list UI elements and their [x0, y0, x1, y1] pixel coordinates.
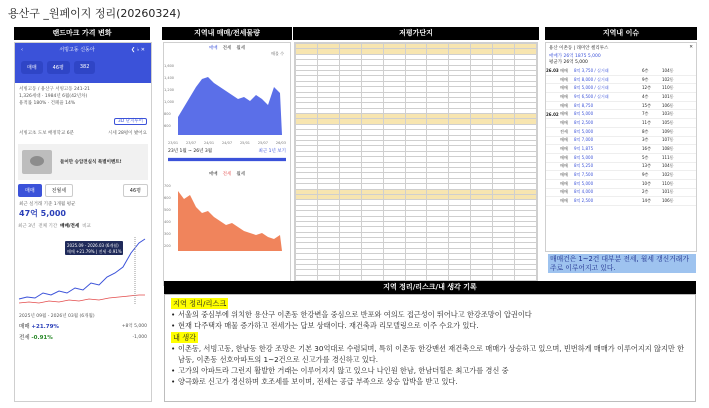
svg-text:1,600: 1,600: [164, 64, 175, 68]
period-tab-3[interactable]: 매매/전세: [60, 224, 80, 229]
tab-rent[interactable]: 전월세: [45, 184, 74, 197]
trade-panel: 매매 전세 월세 매물 수 1,600 1,400 1,200 1,000 800 600 23/01 23/07 24/01 24/07 25/01 25/07 26/03 23년 1월 ~ 26년 3월 최근 1년 보기 매매 전세 월세 700 600 500 400 300 200: [163, 42, 291, 286]
period-tab-2[interactable]: 전체 기간: [38, 224, 58, 229]
list-kind: 매매: [560, 146, 568, 152]
section-thought: 내 생각: [173, 332, 197, 342]
list-price: 9억 1,875: [574, 146, 594, 152]
list-kind: 매매: [560, 67, 568, 73]
landmark-panel: [14, 42, 152, 402]
list-dong: 111동: [662, 154, 674, 160]
list-dong: 102동: [662, 172, 674, 178]
note-item-5: • 양극화로 신고가 경신하며 호조세를 보이며, 전세는 공급 부족으로 상승 압박을 받고 있다.: [171, 376, 689, 387]
list-item[interactable]: [546, 171, 696, 180]
svg-text:600: 600: [164, 196, 171, 200]
svg-text:800: 800: [164, 112, 171, 116]
list-dong: 104동: [662, 67, 674, 73]
avg-price: 47억 5,000: [19, 209, 66, 218]
note-item-1: • 서울의 중심부에 위치한 용산구 이촌동 한강변을 중심으로 반포와 여의도 접근성이 뛰어나고 한강조망이 압권이다: [171, 309, 689, 320]
list-date: 26.03: [546, 68, 559, 74]
list-item[interactable]: [546, 189, 696, 198]
list-dong: 101동: [662, 189, 674, 195]
list-dong: 107동: [662, 137, 674, 143]
list-item[interactable]: [546, 154, 696, 163]
jeonse-volume-chart: [164, 177, 290, 253]
list-dong: 102동: [662, 76, 674, 82]
bell-icon[interactable]: ♭: [136, 46, 140, 53]
table-cell: [383, 275, 405, 280]
table-cell: [317, 275, 339, 280]
note-item-2: • 현재 다주택자 매물 증가하고 전세가는 답보 상태이다. 재건축과 리모델링으로 이주 수요가 있다.: [171, 320, 689, 331]
ad-text: 들어만 승압전실식 특별이벤트!: [60, 159, 122, 165]
listing-text[interactable]: 시세 28평이 봤어요: [107, 131, 147, 136]
cheap-panel: [294, 42, 538, 286]
table-cell: [471, 275, 493, 280]
list-kind: 매매: [560, 137, 568, 143]
list-floor: 12층: [642, 85, 651, 91]
meta2: 용적률 180% · 건폐율 14%: [19, 101, 76, 106]
legend-deal[interactable]: 매매: [208, 46, 218, 51]
note-item-3: • 이촌동, 서빙고동, 한남동 한강 조망은 기본 30억대로 수렴되며, 특히 이촌동 한강맨션 재건축으로 매매가 상승하고 있으며, 빈번하게 매매가 이루어지지 않지만 한남동, 이촌동 선호아파트의 1~2건으로 신고가를 경신하고 있다.: [171, 343, 689, 365]
list-item[interactable]: [546, 84, 696, 93]
deal-volume-chart: [164, 57, 290, 137]
list-floor: 7층: [642, 111, 649, 117]
legend2-monthly[interactable]: 월세: [236, 172, 246, 177]
close-icon[interactable]: ✕: [140, 46, 145, 53]
legend-monthly[interactable]: 월세: [236, 46, 246, 51]
period-tab-1[interactable]: 최근 3년: [18, 224, 36, 229]
table-row: [296, 275, 537, 280]
list-floor: 5층: [642, 154, 649, 160]
list-dong: 106동: [662, 102, 674, 108]
issue-avg: 평균가 26억 5,000: [549, 60, 588, 65]
issue-note: 매매건은 1~2건 대부분 전세, 월세 갱신거래가 주로 이루어지고 있다.: [548, 254, 696, 273]
list-price: 8억 8,750: [574, 102, 594, 108]
list-dong: 109동: [662, 128, 674, 134]
size-select[interactable]: 46평: [47, 61, 70, 74]
list-price: 8억 5,000: [574, 128, 594, 134]
list-floor: 16층: [642, 146, 651, 152]
issue-price: 매매가 26억 1875 5,000: [549, 54, 601, 59]
list-item[interactable]: [546, 119, 696, 128]
size-select-2[interactable]: 46평: [123, 184, 148, 197]
list-price: 8억 7,500: [574, 172, 594, 178]
list-price: 8억 4,000: [574, 189, 594, 195]
list-kind: 매매: [560, 154, 568, 160]
issue-panel: [545, 42, 697, 252]
issue-complex: 용산 이촌동 | 래미안 첼리투스: [549, 46, 609, 51]
header-cheap: 저평가단지: [293, 27, 539, 40]
notes-box: [164, 294, 696, 402]
list-dong: 104동: [662, 163, 674, 169]
legend2-jeonse[interactable]: 전세: [222, 172, 232, 177]
table-cell: [427, 275, 449, 280]
share-icon[interactable]: ❮: [131, 46, 136, 53]
table-cell: [449, 275, 471, 280]
list-item[interactable]: [546, 93, 696, 102]
list-price: 8억 5,000 / 실거래: [574, 85, 609, 91]
range-slider[interactable]: [168, 157, 286, 162]
svg-text:1,400: 1,400: [164, 76, 175, 80]
list-dong: 103동: [662, 111, 674, 117]
list-dong: 105동: [662, 119, 674, 125]
list-dong: 110동: [662, 180, 674, 186]
header-issue: 지역내 이슈: [545, 27, 697, 40]
period-note: 2025년 09월 - 2026년 03월 (6개월): [19, 314, 95, 319]
issue-close-icon[interactable]: ✕: [689, 45, 693, 50]
list-floor: 11층: [642, 119, 651, 125]
list-floor: 3층: [642, 137, 649, 143]
listing-count[interactable]: 382: [74, 61, 96, 74]
list-item[interactable]: [546, 180, 696, 189]
table-cell: [405, 275, 427, 280]
ad-banner[interactable]: [18, 144, 148, 180]
range-link[interactable]: 최근 1년 보기: [258, 149, 286, 154]
note-item-4: • 고가의 아파트라 그런지 활발한 거래는 이루어지지 않고 있으나 나인원 한남, 한남더힐은 최고가를 경신 중: [171, 365, 689, 376]
legend-jeonse[interactable]: 전세: [222, 46, 232, 51]
page-title: 용산구 _원페이지 정리(20260324): [8, 7, 181, 20]
list-floor: 14층: [642, 198, 651, 204]
list-item[interactable]: [546, 163, 696, 172]
list-kind: 매매: [560, 163, 568, 169]
list-kind: 매매: [560, 76, 568, 82]
chart-legend-2: 매매 +21.79% | 전세 -0.91%: [67, 249, 122, 254]
list-item[interactable]: [546, 76, 696, 85]
legend2-deal[interactable]: 매매: [208, 172, 218, 177]
svg-text:1,000: 1,000: [164, 100, 175, 104]
svg-text:500: 500: [164, 208, 171, 212]
list-floor: 2층: [642, 189, 649, 195]
chart-legend-1: 2025.09 - 2026.03 (6개월): [67, 243, 119, 248]
list-kind: 매매: [560, 93, 568, 99]
deal-select[interactable]: 매매: [21, 61, 43, 74]
row-rent: 전세 -0.91% -1,000: [19, 334, 147, 341]
list-floor: 8층: [642, 128, 649, 134]
list-item[interactable]: [546, 197, 696, 206]
list-price: 8억 3,750 / 실거래: [574, 67, 609, 73]
list-dong: 106동: [662, 198, 674, 204]
list-kind: 매매: [560, 172, 568, 178]
table-cell: [339, 275, 361, 280]
header-notes: 지역 정리/리스크/내 생각 기록: [164, 281, 696, 294]
svg-text:300: 300: [164, 232, 171, 236]
address: 서빙고동 / 용산구 서빙고동 241-21: [19, 87, 90, 92]
list-price: 8억 2,500: [574, 198, 594, 204]
svg-text:400: 400: [164, 220, 171, 224]
list-kind: 매매: [560, 102, 568, 108]
list-price: 8억 5,000: [574, 111, 594, 117]
list-dong: 101동: [662, 93, 674, 99]
top-label: 매물 수: [271, 51, 284, 56]
list-item[interactable]: [546, 145, 696, 154]
cheap-table: [295, 43, 537, 281]
list-kind: 전세: [560, 128, 568, 134]
section-risk: 지역 정리/리스크: [173, 299, 227, 308]
list-item[interactable]: [546, 67, 696, 76]
list-dong: 110동: [662, 85, 674, 91]
tab-deal[interactable]: 매매: [18, 184, 42, 197]
list-kind: 매매: [560, 119, 568, 125]
list-price: 8억 8,000 / 실거래: [574, 76, 609, 82]
list-price: 8억 5,000: [574, 180, 594, 186]
list-item[interactable]: [546, 102, 696, 111]
range-label: 23년 1월 ~ 26년 3월: [168, 149, 213, 154]
period-tab-4[interactable]: 비교: [82, 224, 91, 229]
complex-name: 서빙고동 신동아: [59, 47, 95, 53]
list-floor: 9층: [642, 76, 649, 82]
list-floor: 9층: [642, 172, 649, 178]
school-text: 서빙고초 도보 배정학교 6분: [19, 131, 74, 136]
header-landmark: 랜드마크 가격 변화: [14, 27, 150, 40]
list-floor: 6층: [642, 67, 649, 73]
list-price: 9억 6,500 / 실거래: [574, 93, 609, 99]
list-price: 8억 7,000: [574, 137, 594, 143]
list-item[interactable]: [546, 110, 696, 119]
table-cell: [361, 275, 383, 280]
recent-label: 최근 실거래 기준 1개월 평균: [19, 202, 76, 207]
list-dong: 108동: [662, 146, 674, 152]
list-kind: 매매: [560, 111, 568, 117]
header-trade: 지역내 매매/전세물량: [162, 27, 292, 40]
svg-text:1,200: 1,200: [164, 88, 175, 92]
phone-header: [15, 43, 151, 83]
meta1: 1,326세대 · 1984년 6월(42년차): [19, 94, 88, 99]
price-chart: [15, 233, 151, 309]
list-floor: 10층: [642, 180, 651, 186]
ad-image: [22, 150, 52, 174]
issue-list: [546, 67, 696, 206]
svg-text:600: 600: [164, 124, 171, 128]
list-item[interactable]: [546, 137, 696, 146]
list-kind: 매매: [560, 189, 568, 195]
list-floor: 4층: [642, 93, 649, 99]
list-date: 26.02: [546, 111, 559, 117]
table-cell: [515, 275, 537, 280]
back-icon[interactable]: ‹: [21, 46, 23, 53]
list-price: 8억 2,500: [574, 119, 594, 125]
list-floor: 13층: [642, 163, 651, 169]
list-kind: 매매: [560, 180, 568, 186]
tour-button[interactable]: 3D 단지투어: [114, 118, 147, 125]
list-kind: 매매: [560, 85, 568, 91]
svg-text:200: 200: [164, 244, 171, 248]
list-kind: 매매: [560, 198, 568, 204]
row-deal: 매매 +21.79% +8억 5,000: [19, 323, 147, 330]
list-floor: 15층: [642, 102, 651, 108]
list-item[interactable]: [546, 128, 696, 137]
table-cell: [493, 275, 515, 280]
table-cell: [296, 275, 318, 280]
list-price: 8억 5,000: [574, 154, 594, 160]
svg-text:700: 700: [164, 184, 171, 188]
list-price: 8억 5,250: [574, 163, 594, 169]
